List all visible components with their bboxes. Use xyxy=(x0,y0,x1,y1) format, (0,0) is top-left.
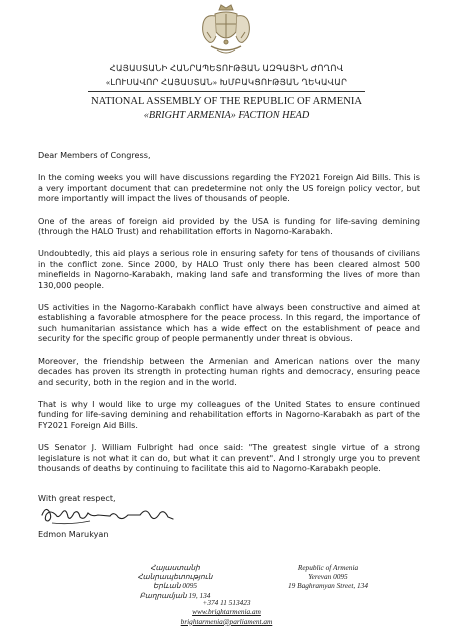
address-line: Հայաստանի Հանրապետություն xyxy=(137,563,213,582)
website-link[interactable]: www.brightarmenia.am xyxy=(192,607,261,617)
letterhead-english-faction: «BRIGHT ARMENIA» FACTION HEAD xyxy=(143,110,310,121)
signer-name: Edmon Marukyan xyxy=(38,529,109,539)
letterhead-armenian-assembly: ՀԱՅԱՍՏԱՆԻ ՀԱՆՐԱՊԵՏՈՒԹՅԱՆ ԱԶԳԱՅԻՆ ԺՈՂՈՎ xyxy=(109,64,344,73)
paragraph-2: One of the areas of foreign aid provided by the USA is funding for life-saving demining (through the HALO Trust) and rehabilitation efforts in Nagorno-Karabakh. xyxy=(38,215,420,237)
paragraph-6: That is why I would like to urge my colleagues of the United States to ensure continued funding for life-saving demining and rehabilitation efforts in Nagorno-Karabakh as part of the FY2021 Foreign Aid Bills. xyxy=(38,398,420,430)
salutation: Dear Members of Congress, xyxy=(38,150,151,160)
address-line: 19 Baghramyan Street, 134 xyxy=(288,581,368,591)
closing: With great respect, xyxy=(38,493,116,503)
armenia-coat-of-arms-icon xyxy=(197,2,255,60)
address-line: Republic of Armenia xyxy=(297,563,359,572)
english-address xyxy=(268,563,388,591)
letter-body xyxy=(38,150,420,485)
letterhead-armenian-faction: «ԼՈՒՍԱՎՈՐ ՀԱՅԱՍՏԱՆ» ԽՄԲԱԿՑՈՒԹՅԱՆ ՂԵԿԱՎԱՐ xyxy=(105,78,348,87)
handwritten-signature xyxy=(40,503,175,527)
paragraph-5: Moreover, the friendship between the Armenian and American nations over the many decades has proven its strength in protecting human rights and democracy, ensuring peace and security, both in the region and in the world. xyxy=(38,355,420,387)
armenian-address xyxy=(120,563,230,600)
contact-info xyxy=(0,598,453,626)
letterhead-english-assembly: NATIONAL ASSEMBLY OF THE REPUBLIC OF ARMENIA xyxy=(90,96,363,107)
paragraph-7: US Senator J. William Fulbright had once said: "The greatest single virtue of a strong legislature is not what it can do, but what it can prevent". And I strongly urge you to prevent thousands of deaths by continuing to facilitate this aid to Nagorno-Karabakh people. xyxy=(38,442,420,473)
phone: +374 11 513423 xyxy=(202,598,251,607)
address-line: Բաղրամյան 19, 134 xyxy=(139,590,211,600)
paragraph-4: US activities in the Nagorno-Karabakh conflict have always been constructive and aimed at establishing a favorable atmosphere for the peace process. In this regard, the importance of such humanitarian assistance which has a wide effect on the establishment of peace and security for the specific group of people permanently under threat is obvious. xyxy=(38,302,420,344)
address-line: Երևան 0095 xyxy=(152,581,198,591)
email-link[interactable]: brightarmenia@parliament.am xyxy=(180,616,273,626)
address-line: Yerevan 0095 xyxy=(308,572,348,582)
letterhead-divider xyxy=(88,91,365,92)
paragraph-1: In the coming weeks you will have discussions regarding the FY2021 Foreign Aid Bills. This is a very important document that can predetermine not only the US foreign policy vector, but more importantly will impact the lives of thousands of people. xyxy=(38,172,420,204)
paragraph-3: Undoubtedly, this aid plays a serious role in ensuring safety for tens of thousands of civilians in the conflict zone. Since 2000, by HALO Trust only there has been cleared almost 500 minefields in Nagorno-Karabakh, making land safe and transforming the lives of more than 130,000 people. xyxy=(38,248,420,290)
